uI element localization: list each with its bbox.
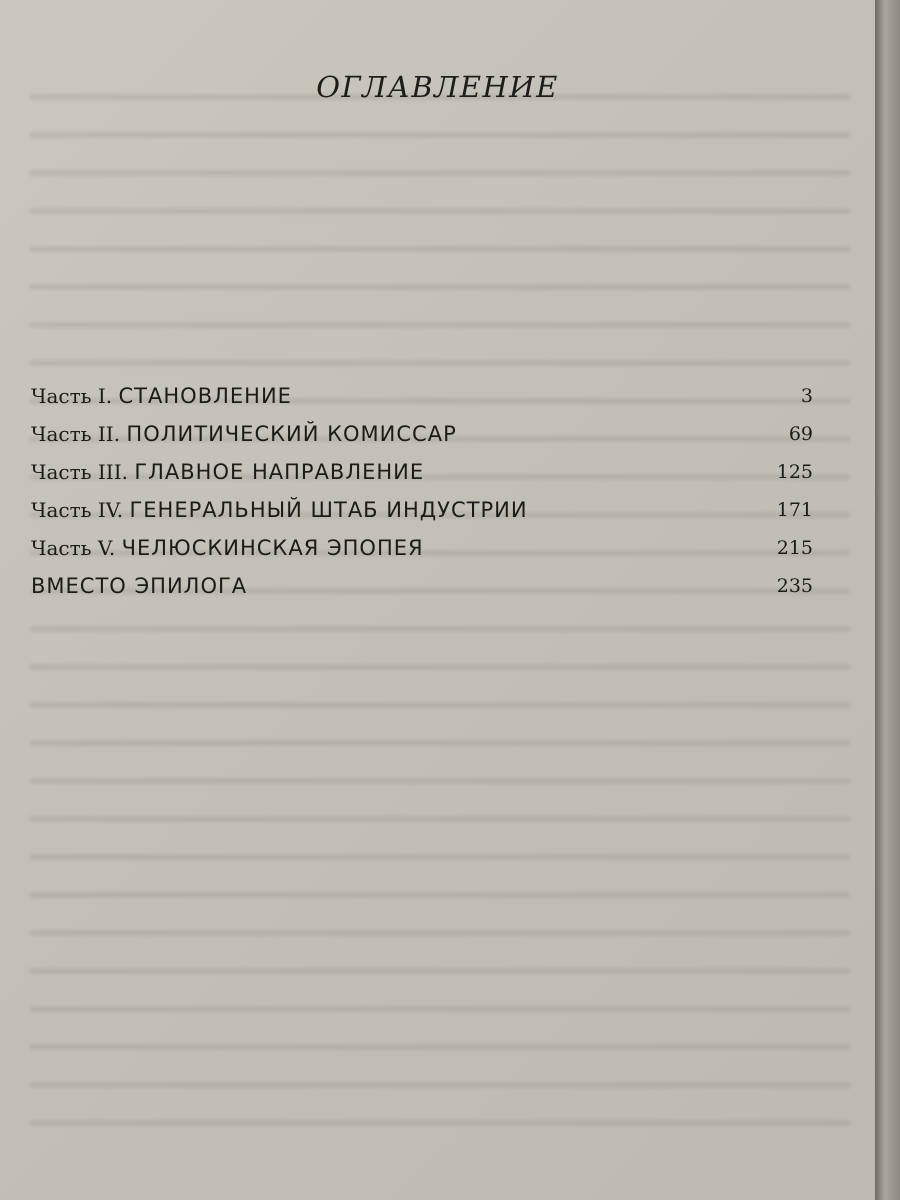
part-name: СТАНОВЛЕНИЕ [118, 384, 292, 408]
page-number: 69 [788, 423, 813, 445]
toc-entry-epilogue [31, 571, 813, 609]
part-name: ВМЕСТО ЭПИЛОГА [31, 574, 248, 598]
toc-entry-title [31, 571, 247, 602]
toc-entry-title [31, 419, 457, 450]
toc-entry-part-4 [31, 495, 813, 533]
part-label: Часть I. [31, 384, 113, 408]
part-name: ЧЕЛЮСКИНСКАЯ ЭПОПЕЯ [121, 536, 424, 560]
part-name: ГЛАВНОЕ НАПРАВЛЕНИЕ [134, 460, 425, 484]
part-label: Часть III. [31, 460, 128, 484]
page-number: 125 [776, 461, 813, 483]
part-name: ГЕНЕРАЛЬНЫЙ ШТАБ ИНДУСТРИИ [129, 498, 528, 522]
page-number: 215 [776, 537, 813, 559]
toc-entry-part-1 [31, 381, 813, 419]
part-label: Часть II. [31, 422, 121, 446]
page-title: ОГЛАВЛЕНИЕ [316, 70, 559, 104]
toc-entry-part-5 [31, 533, 813, 571]
page-number: 3 [800, 385, 813, 407]
page-number: 171 [776, 499, 813, 521]
toc-entry-part-2 [31, 419, 813, 457]
toc-entry-title [31, 457, 424, 488]
part-label: Часть IV. [31, 498, 124, 522]
part-label: Часть V. [31, 536, 116, 560]
toc-entry-title [31, 533, 424, 564]
toc-entry-title [31, 495, 528, 526]
table-of-contents [31, 381, 813, 609]
part-name: ПОЛИТИЧЕСКИЙ КОМИССАР [126, 422, 457, 446]
toc-entry-part-3 [31, 457, 813, 495]
toc-entry-title [31, 381, 292, 412]
book-page-edge [875, 0, 900, 1200]
page-number: 235 [776, 575, 813, 597]
